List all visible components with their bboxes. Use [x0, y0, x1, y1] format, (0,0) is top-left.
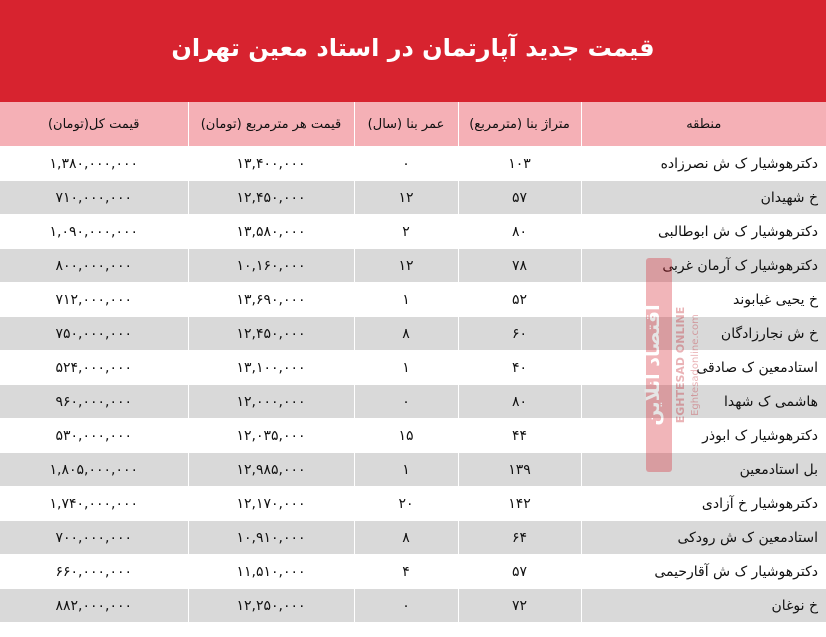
logo-watermark-persian: اقتصاد آنلاین	[642, 304, 664, 426]
cell-total-price: ۸۰۰,۰۰۰,۰۰۰	[0, 249, 188, 283]
cell-age: ۱۲	[354, 181, 458, 215]
table-row	[0, 453, 826, 487]
cell-age: ۴	[354, 555, 458, 589]
cell-total-price: ۷۱۰,۰۰۰,۰۰۰	[0, 181, 188, 215]
table-row	[0, 589, 826, 623]
cell-size: ۶۴	[458, 521, 581, 555]
table-row	[0, 317, 826, 351]
table-row	[0, 521, 826, 555]
table-row	[0, 487, 826, 521]
cell-age: ۱	[354, 453, 458, 487]
cell-total-price: ۶۶۰,۰۰۰,۰۰۰	[0, 555, 188, 589]
title-banner	[0, 0, 826, 102]
cell-total-price: ۸۸۲,۰۰۰,۰۰۰	[0, 589, 188, 623]
cell-area: خ ش نجارزادگان	[581, 317, 826, 351]
cell-size: ۴۴	[458, 419, 581, 453]
table-row	[0, 181, 826, 215]
cell-total-price: ۵۳۰,۰۰۰,۰۰۰	[0, 419, 188, 453]
logo-watermark-latin: EGHTESAD ONLINE	[674, 306, 687, 424]
cell-price-per-meter: ۱۰,۱۶۰,۰۰۰	[188, 249, 354, 283]
cell-area: خ نوغان	[581, 589, 826, 623]
cell-size: ۸۰	[458, 385, 581, 419]
cell-price-per-meter: ۱۳,۱۰۰,۰۰۰	[188, 351, 354, 385]
cell-area: استادمعین ک ش رودکی	[581, 521, 826, 555]
table-row	[0, 351, 826, 385]
cell-area: خ یحیی غیابوند	[581, 283, 826, 317]
cell-price-per-meter: ۱۲,۴۵۰,۰۰۰	[188, 317, 354, 351]
price-table	[0, 102, 826, 623]
cell-total-price: ۷۱۲,۰۰۰,۰۰۰	[0, 283, 188, 317]
cell-size: ۱۳۹	[458, 453, 581, 487]
cell-size: ۸۰	[458, 215, 581, 249]
column-header-area: منطقه	[581, 102, 826, 147]
table-row	[0, 419, 826, 453]
cell-area: دکترهوشیار ک ش نصرزاده	[581, 147, 826, 181]
logo-watermark-site: Eghtesadonline.com	[690, 314, 701, 416]
cell-price-per-meter: ۱۲,۱۷۰,۰۰۰	[188, 487, 354, 521]
column-header-total-price: قیمت کل(تومان)	[0, 102, 188, 147]
cell-total-price: ۷۰۰,۰۰۰,۰۰۰	[0, 521, 188, 555]
page-title: قیمت جدید آپارتمان در استاد معین تهران	[171, 34, 655, 62]
cell-price-per-meter: ۱۲,۹۸۵,۰۰۰	[188, 453, 354, 487]
cell-price-per-meter: ۱۳,۴۰۰,۰۰۰	[188, 147, 354, 181]
cell-age: ۲۰	[354, 487, 458, 521]
column-header-price-per-meter: قیمت هر مترمربع (تومان)	[188, 102, 354, 147]
cell-age: ۲	[354, 215, 458, 249]
column-header-size: متراژ بنا (مترمربع)	[458, 102, 581, 147]
table-row	[0, 283, 826, 317]
cell-age: ۰	[354, 147, 458, 181]
cell-age: ۱۵	[354, 419, 458, 453]
cell-total-price: ۱,۸۰۵,۰۰۰,۰۰۰	[0, 453, 188, 487]
cell-total-price: ۵۲۴,۰۰۰,۰۰۰	[0, 351, 188, 385]
cell-age: ۰	[354, 589, 458, 623]
cell-price-per-meter: ۱۲,۲۵۰,۰۰۰	[188, 589, 354, 623]
table-row	[0, 215, 826, 249]
cell-age: ۱	[354, 283, 458, 317]
cell-area: بل استادمعین	[581, 453, 826, 487]
cell-area: دکترهوشیار ک ابوذر	[581, 419, 826, 453]
cell-size: ۴۰	[458, 351, 581, 385]
cell-price-per-meter: ۱۲,۰۰۰,۰۰۰	[188, 385, 354, 419]
table-row	[0, 249, 826, 283]
cell-size: ۱۴۲	[458, 487, 581, 521]
cell-price-per-meter: ۱۳,۶۹۰,۰۰۰	[188, 283, 354, 317]
cell-size: ۵۷	[458, 181, 581, 215]
cell-age: ۸	[354, 521, 458, 555]
cell-total-price: ۱,۷۴۰,۰۰۰,۰۰۰	[0, 487, 188, 521]
cell-age: ۰	[354, 385, 458, 419]
cell-area: خ شهیدان	[581, 181, 826, 215]
cell-area: دکترهوشیار ک آرمان غربی	[581, 249, 826, 283]
cell-total-price: ۹۶۰,۰۰۰,۰۰۰	[0, 385, 188, 419]
cell-age: ۸	[354, 317, 458, 351]
table-header-row	[0, 102, 826, 147]
cell-price-per-meter: ۱۲,۴۵۰,۰۰۰	[188, 181, 354, 215]
cell-area: دکترهوشیار خ آزادی	[581, 487, 826, 521]
cell-area: هاشمی ک شهدا	[581, 385, 826, 419]
cell-total-price: ۱,۰۹۰,۰۰۰,۰۰۰	[0, 215, 188, 249]
cell-size: ۱۰۳	[458, 147, 581, 181]
cell-total-price: ۱,۳۸۰,۰۰۰,۰۰۰	[0, 147, 188, 181]
cell-age: ۱	[354, 351, 458, 385]
cell-size: ۷۲	[458, 589, 581, 623]
column-header-age: عمر بنا (سال)	[354, 102, 458, 147]
cell-price-per-meter: ۱۳,۵۸۰,۰۰۰	[188, 215, 354, 249]
cell-size: ۶۰	[458, 317, 581, 351]
table-row	[0, 385, 826, 419]
cell-price-per-meter: ۱۰,۹۱۰,۰۰۰	[188, 521, 354, 555]
cell-price-per-meter: ۱۱,۵۱۰,۰۰۰	[188, 555, 354, 589]
table-row	[0, 555, 826, 589]
cell-size: ۵۲	[458, 283, 581, 317]
cell-area: دکترهوشیار ک ش ابوطالبی	[581, 215, 826, 249]
cell-area: استادمعین ک صادقی	[581, 351, 826, 385]
cell-size: ۷۸	[458, 249, 581, 283]
cell-price-per-meter: ۱۲,۰۳۵,۰۰۰	[188, 419, 354, 453]
cell-total-price: ۷۵۰,۰۰۰,۰۰۰	[0, 317, 188, 351]
cell-size: ۵۷	[458, 555, 581, 589]
cell-area: دکترهوشیار ک ش آقارحیمی	[581, 555, 826, 589]
table-row	[0, 147, 826, 181]
cell-age: ۱۲	[354, 249, 458, 283]
